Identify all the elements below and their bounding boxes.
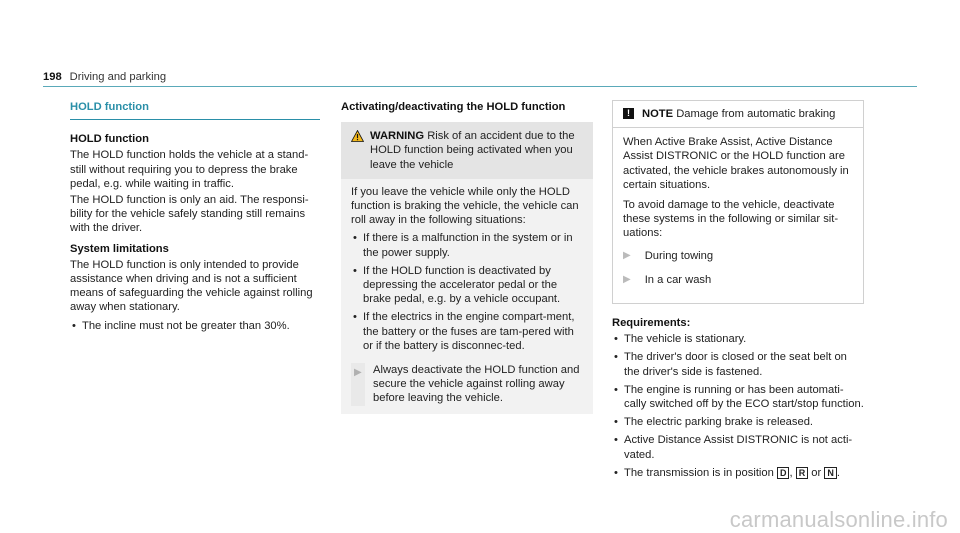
warning-bullets (351, 231, 583, 353)
step-text: Always deactivate the HOLD function and secure the vehicle against rolling away before leaving the vehicle. (373, 364, 580, 405)
chapter-title: Driving and parking (69, 71, 167, 83)
warning-body (341, 179, 593, 414)
header-rule (43, 86, 917, 87)
list-item: • If there is a malfunction in the system or in the power supply. (351, 231, 583, 259)
warning-intro: If you leave the vehicle while only the HOLD function is braking the vehicle, the vehicle can roll away in the following situations: (351, 185, 579, 227)
bullet-list (70, 319, 320, 333)
note-title: Damage from automatic braking (676, 108, 836, 120)
step-text: In a car wash (644, 273, 712, 286)
requirements-title: Requirements: (612, 317, 691, 330)
note-text: To avoid damage to the vehicle, deactivate these systems in the following or similar sit-uations: (623, 199, 839, 240)
separator: , (789, 466, 793, 479)
note-header (613, 101, 863, 128)
separator: . (836, 466, 840, 479)
separator: or (811, 466, 822, 479)
watermark: carmanualsonline.info (729, 506, 948, 532)
warning-header (341, 122, 593, 179)
subheading-limitations: System limitations (70, 242, 169, 255)
requirements (612, 316, 864, 480)
column-activating (341, 100, 593, 414)
warning-box (341, 122, 593, 413)
column-hold-function (70, 100, 320, 337)
list-item: • The incline must not be greater than 30%. (70, 319, 320, 333)
list-item: • The vehicle is stationary. (612, 332, 864, 346)
subheading-hold: HOLD function (70, 133, 149, 146)
exclamation-icon: ! (623, 108, 634, 119)
note-label: NOTE (642, 108, 674, 120)
warning-triangle-icon (351, 130, 364, 142)
arrow-right-icon: ▶ (623, 249, 631, 261)
warning-title: Risk of an accident due to the HOLD function being activated when you leave the vehicle (370, 130, 575, 171)
requirements-list (612, 332, 864, 480)
list-item: • The engine is running or has been automati-cally switched off by the ECO start/stop function. (612, 383, 864, 411)
page-number: 198 (43, 71, 62, 83)
note-box (612, 100, 864, 304)
page-header (43, 70, 166, 84)
arrow-right-icon: ▶ (354, 367, 362, 379)
paragraph: The HOLD function holds the vehicle at a stand-still without requiring you to depress the brake pedal, e.g. while waiting in traffic. (70, 149, 309, 190)
list-item: • The electric parking brake is released. (612, 415, 864, 429)
transmission-text: The transmission is in position (624, 466, 774, 479)
column-note (612, 100, 864, 484)
warning-label: WARNING (370, 130, 425, 143)
list-item: • Active Distance Assist DISTRONIC is not acti-vated. (612, 433, 864, 461)
list-item-transmission (612, 466, 864, 480)
note-body (613, 128, 863, 303)
step-bar (351, 363, 365, 406)
note-step (623, 249, 853, 263)
action-step (351, 363, 583, 406)
paragraph: The HOLD function is only an aid. The responsi-bility for the vehicle safely standing still remains with the driver. (70, 194, 309, 235)
heading-activating: Activating/deactivating the HOLD function (341, 101, 566, 113)
list-item: • The driver's door is closed or the seat belt on the driver's side is fastened. (612, 350, 864, 378)
list-item: • If the electrics in the engine compart-ment, the battery or the fuses are tam-pered with or if the battery is disconnec-ted. (351, 310, 583, 353)
section-title: HOLD function (70, 100, 320, 120)
paragraph: The HOLD function is only intended to provide assistance when driving and is not a sufficient means of safeguarding the vehicle against rolling away when stationary. (70, 258, 313, 314)
list-item: • If the HOLD function is deactivated by depressing the accelerator pedal or the brake pedal, e.g. by a vehicle occupant. (351, 264, 583, 307)
gear-n-symbol: N (824, 467, 837, 479)
arrow-right-icon: ▶ (623, 273, 631, 285)
step-text: During towing (644, 249, 714, 262)
gear-r-symbol: R (796, 467, 809, 479)
note-step (623, 273, 853, 287)
note-text: When Active Brake Assist, Active Distance Assist DISTRONIC or the HOLD function are activated, the vehicle brakes autonomously in certain situations. (623, 136, 849, 191)
gear-d-symbol: D (777, 467, 790, 479)
